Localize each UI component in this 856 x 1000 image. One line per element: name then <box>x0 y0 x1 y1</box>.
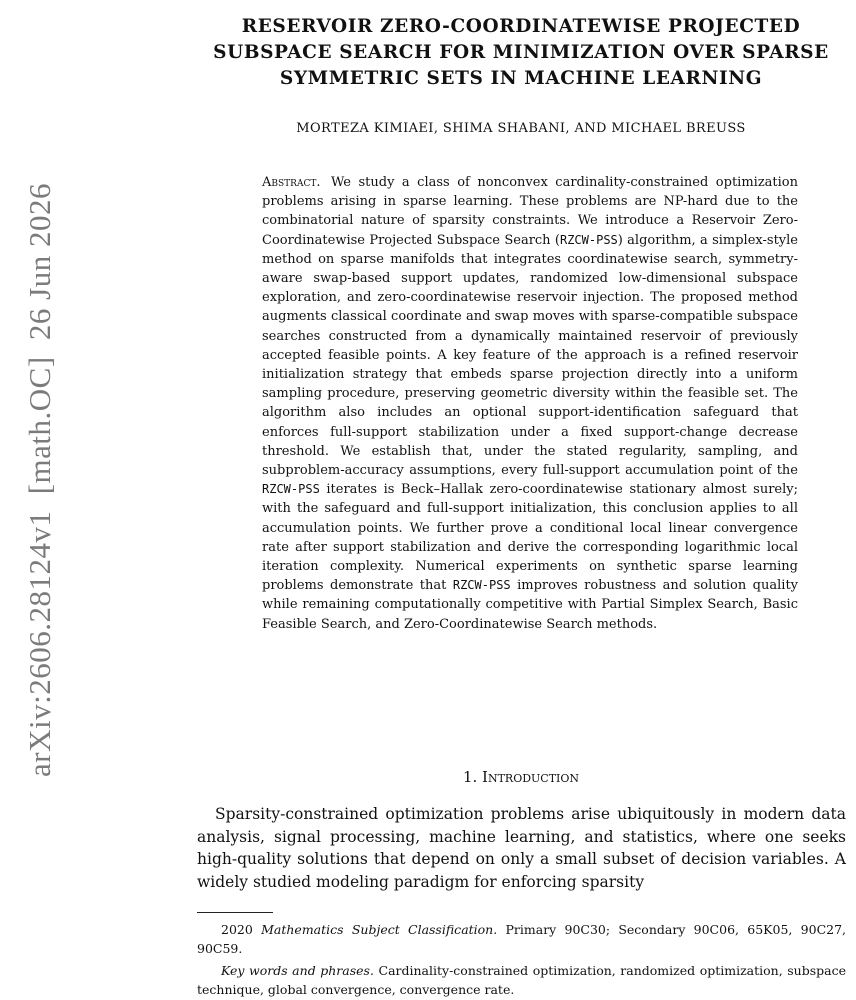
abstract-label: Abstract. <box>262 175 321 190</box>
footnote-msc <box>197 920 846 958</box>
arxiv-identifier-stamp[interactable] <box>18 183 62 777</box>
abstract-text-1: We study a class of nonconvex cardinality-constrained optimization problems arising in sparse learning. These problems are NP-hard due to the combinatorial nature of sparsity constraints. We introduce a Reservoir Zero-Coordinatewise Projected Subspace Search ( <box>262 175 798 248</box>
msc-label: Mathematics Subject Classification. <box>261 922 498 937</box>
author-list: MORTEZA KIMIAEI, SHIMA SHABANI, AND MICHAEL BREUSS <box>296 121 746 136</box>
abstract-text-3: iterates is Beck–Hallak zero-coordinatewise stationary almost surely; with the safeguard and full-support initialization, this conclusion applies to all accumulation points. We further prove a conditional local linear convergence rate after support stabilization and derive the corresponding logarithmic local iteration complexity. Numerical experiments on synthetic sparse learning problems demonstrate that <box>262 482 798 594</box>
title-line-1: RESERVOIR ZERO-COORDINATEWISE PROJECTED <box>241 16 801 37</box>
section-title: Introduction <box>482 768 580 786</box>
msc-text: Primary 90C30; Secondary 90C06, 65K05, 90C27, 90C59. <box>197 922 847 956</box>
paper-title <box>196 14 846 92</box>
abstract-text-4: improves robustness and solution quality while remaining computationally competitive with Partial Simplex Search, Basic Feasible Search, and Zero-Coordinatewise Search methods. <box>262 578 799 632</box>
keywords-text: Cardinality-constrained optimization, randomized optimization, subspace technique, global convergence, convergence rate. <box>197 963 846 997</box>
algorithm-acronym: RZCW-PSS <box>559 232 618 247</box>
keywords-label: Key words and phrases. <box>221 963 374 978</box>
footnote-keywords <box>197 961 846 999</box>
abstract-text-2: ) algorithm, a simplex-style method on sparse manifolds that integrates coordinatewise search, symmetry-aware swap-based support updates, randomized low-dimensional subspace exploration, and zero-coordinatewise reservoir injection. The proposed method augments classical coordinate and swap moves with sparse-compatible subspace searches constructed from a dynamically maintained reservoir of previously accepted feasible points. A key feature of the approach is a refined reservoir initialization strategy that embeds sparse projection directly into a uniform sampling procedure, preserving geometric diversity within the feasible set. The algorithm also includes an optional support-identification safeguard that enforces full-support stabilization under a fixed support-change decrease threshold. We establish that, under the stated regularity, sampling, and subproblem-accuracy assumptions, every full-support accumulation point of the <box>262 232 798 479</box>
abstract <box>262 173 798 634</box>
arxiv-date: 26 Jun 2026 <box>22 183 57 341</box>
arxiv-category: [math.OC] <box>22 356 57 495</box>
msc-year: 2020 <box>221 922 253 937</box>
arxiv-id: arXiv:2606.28124v1 <box>22 510 57 777</box>
title-line-2: SUBSPACE SEARCH FOR MINIMIZATION OVER SPARSE <box>213 42 829 63</box>
section-number: 1. <box>462 768 478 786</box>
footnote-divider <box>197 912 273 913</box>
algorithm-acronym: RZCW-PSS <box>452 578 511 593</box>
introduction-paragraph: Sparsity-constrained optimization problems arise ubiquitously in modern data analysis, signal processing, machine learning, and statistics, where one seeks high-quality solutions that depend on only a small subset of decision variables. A widely studied modeling paradigm for enforcing sparsity <box>197 805 846 891</box>
algorithm-acronym: RZCW-PSS <box>262 482 320 497</box>
section-heading-introduction <box>196 768 846 786</box>
title-line-3: SYMMETRIC SETS IN MACHINE LEARNING <box>279 68 763 89</box>
